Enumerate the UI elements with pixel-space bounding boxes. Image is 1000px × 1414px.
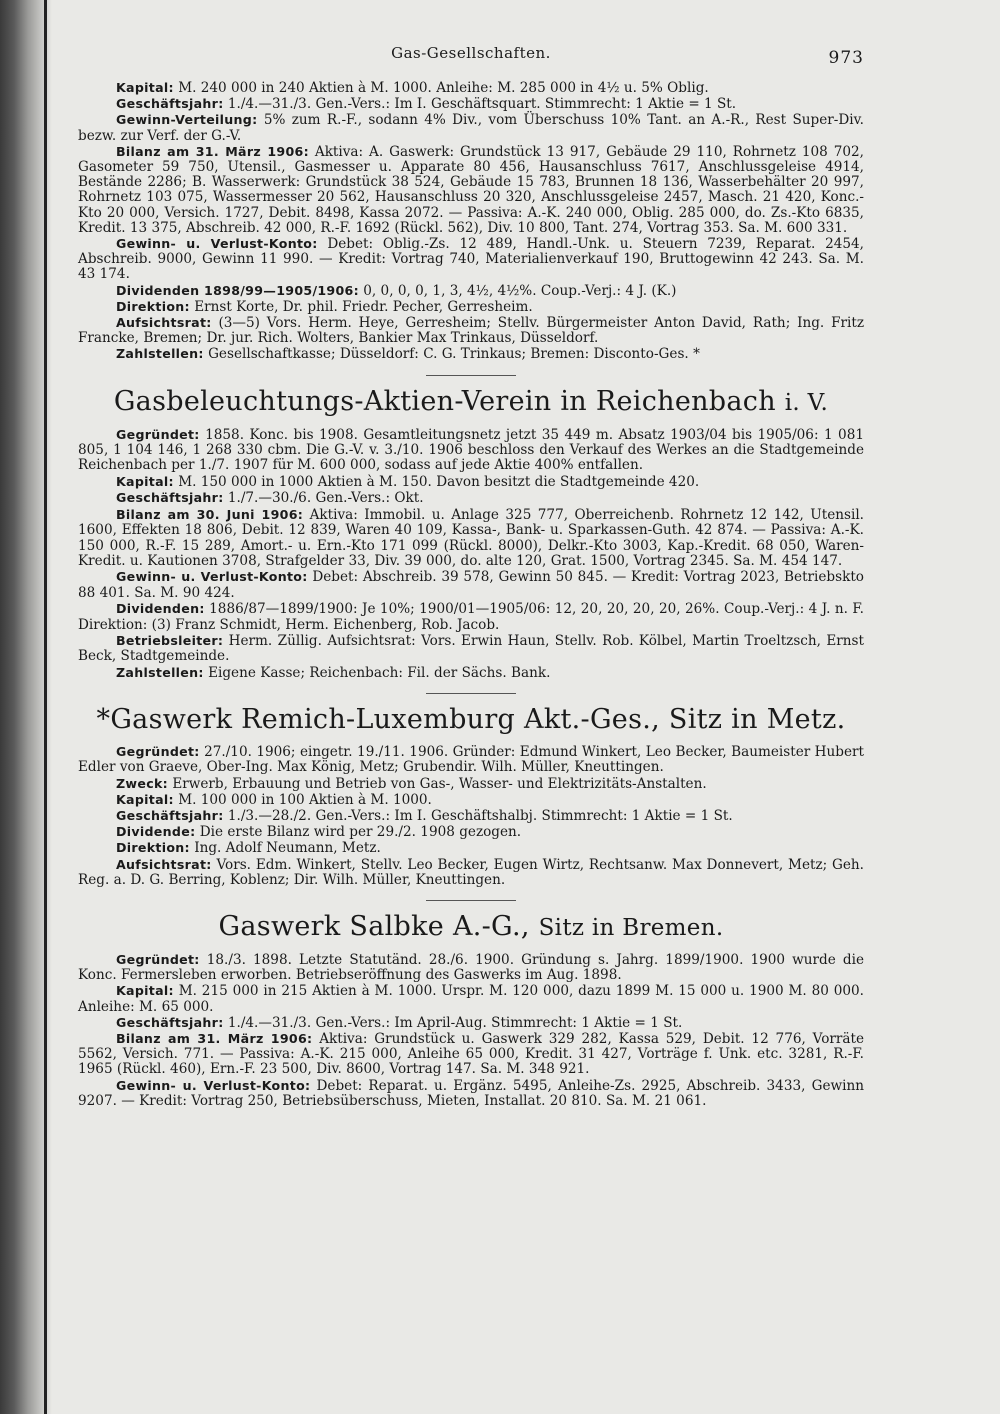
entry-paragraph [78, 744, 864, 775]
field-text: Aktiva: Grundstück u. Gaswerk 329 282, Kassa 529, Debit. 12 776, Vorräte 5562, Versich. 771. — Passiva: A.-K. 215 000, Anleihe 65 000, Kredit. 31 427, Vorträge f. Unk. etc. 3281, R.-F. 1965 (Rückl. 460), Ern.-F. 23 500, Div. 8600, Vortrag 147. Sa. M. 348 921. [78, 1031, 864, 1078]
entry-paragraph [78, 490, 864, 506]
entry-paragraph [78, 601, 864, 633]
entry-remich-luxemburg [78, 704, 864, 888]
field-text: Ing. Adolf Neumann, Metz. [194, 840, 381, 857]
field-label: Direktion: [116, 298, 190, 314]
entry-paragraph [78, 346, 864, 362]
field-label: Aufsichtsrat: [116, 315, 212, 331]
field-text: 1./7.—30./6. Gen.-Vers.: Okt. [227, 490, 424, 507]
field-text: M. 240 000 in 240 Aktien à M. 1000. Anleihe: M. 285 000 in 4½ u. 5% Oblig. [178, 80, 709, 96]
field-label: Gegründet: [116, 744, 200, 760]
field-label: Geschäftsjahr: [116, 1014, 224, 1030]
field-label: Geschäftsjahr: [116, 96, 224, 112]
company-title [78, 911, 864, 944]
entry-salbke [78, 911, 864, 1109]
field-label: Kapital: [116, 983, 174, 999]
entry-paragraph [78, 1078, 864, 1109]
entry-paragraph [78, 792, 864, 808]
field-text: 1./3.—28./2. Gen.-Vers.: Im I. Geschäftshalbj. Stimmrecht: 1 Aktie = 1 St. [227, 807, 733, 824]
field-label: Dividenden 1898/99—1905/1906: [116, 282, 359, 298]
entry-paragraph [78, 80, 864, 96]
entry-paragraph [78, 1031, 864, 1078]
field-text: M. 150 000 in 1000 Aktien à M. 150. Davon besitzt die Stadtgemeinde 420. [178, 473, 700, 490]
company-title [78, 386, 864, 419]
page-number: 973 [828, 48, 864, 68]
field-label: Zweck: [116, 775, 168, 791]
entry-paragraph [78, 299, 864, 315]
field-label: Kapital: [116, 791, 174, 807]
field-label: Dividende: [116, 824, 196, 840]
field-label: Zahlstellen: [116, 664, 204, 680]
company-title [78, 704, 864, 736]
field-label: Gewinn- u. Verlust-Konto: [116, 569, 308, 585]
company-name-suffix: i. V. [784, 389, 829, 416]
entry-paragraph [78, 283, 864, 299]
entry-paragraph [78, 840, 864, 856]
field-text: 1./4.—31./3. Gen.-Vers.: Im I. Geschäftsquart. Stimmrecht: 1 Aktie = 1 St. [227, 96, 737, 113]
field-label: Bilanz am 30. Juni 1906: [116, 506, 304, 522]
field-text: 1858. Konc. bis 1908. Gesamtleitungsnetz jetzt 35 449 m. Absatz 1903/04 bis 1905/06: 1 081 805, 1 104 146, 1 268 330 cbm. Die G.-V. v. 3./10. 1906 beschloss den Verkauf des Werkes an die Stadtgemeinde Reichenbach per 1./7. 1907 für M. 600 000, sodass auf jede Aktie 400% entfallen. [78, 426, 864, 474]
field-label: Geschäftsjahr: [116, 807, 224, 823]
field-text: 1886/87—1899/1900: Je 10%; 1900/01—1905/06: 12, 20, 20, 20, 20, 26%. Coup.-Verj.: 4 J. n. F. Direktion: (3) Franz Schmidt, Herm. Eichenberg, Rob. Jacob. [78, 601, 865, 633]
entry-paragraph [78, 569, 864, 601]
field-text: Aktiva: A. Gaswerk: Grundstück 13 917, Gebäude 29 110, Rohrnetz 108 702, Gasometer 59 750, Utensil., Gasmesser u. Apparate 80 456, Hausanschluss 7617, Anschlussgeleise 4914, Bestände 2286; B. Wasserwerk: Grundstück 38 524, Gebäude 15 783, Brunnen 18 136, Wasserbehälter 20 997, Rohrnetz 103 075, Wassermesser 20 562, Hausanschluss 20 320, Anschlussgeleise 2457, Masch. 21 420, Konc.-Kto 20 000, Versich. 1727, Debit. 8498, Kassa 2072. — Passiva: A.-K. 240 000, Oblig. 285 000, do. Zs.-Kto 6835, Kredit. 13 375, Abschreib. 42 000, R.-F. 1692 (Rückl. 562), Div. 10 800, Tant. 274, Vortrag 353. Sa. M. 600 331. [78, 143, 864, 236]
field-text: M. 215 000 in 215 Aktien à M. 1000. Urspr. M. 120 000, dazu 1899 M. 15 000 u. 1900 M. 80 000. Anleihe: M. 65 000. [78, 983, 864, 1015]
field-text: Debet: Oblig.-Zs. 12 489, Handl.-Unk. u. Steuern 7239, Reparat. 2454, Abschreib. 9000, Gewinn 11 990. — Kredit: Vortrag 740, Materialienverkauf 190, Bruttogewinn 42 243. Sa. M. 43 174. [78, 236, 864, 283]
company-name: Gaswerk Salbke A.-G., [218, 910, 530, 942]
field-label: Direktion: [116, 840, 190, 856]
entry-paragraph [78, 96, 864, 112]
field-label: Gewinn- u. Verlust-Konto: [116, 1077, 311, 1093]
entry-paragraph [78, 474, 864, 490]
field-text: 0, 0, 0, 0, 1, 3, 4½, 4½%. Coup.-Verj.: 4 J. (K.) [363, 282, 677, 299]
field-text: Debet: Reparat. u. Ergänz. 5495, Anleihe-Zs. 2925, Abschreib. 3433, Gewinn 9207. — Kredit: Vortrag 250, Betriebsüberschuss, Mieten, Installat. 20 810. Sa. M. 21 061. [78, 1077, 864, 1109]
entry-continuation [78, 80, 864, 363]
field-text: Gesellschaftkasse; Düsseldorf: C. G. Trinkaus; Bremen: Disconto-Ges. * [208, 346, 700, 363]
field-label: Bilanz am 31. März 1906: [116, 1031, 313, 1046]
entry-paragraph [78, 633, 864, 665]
field-label: Gegründet: [116, 426, 200, 442]
running-head [78, 44, 864, 74]
entry-paragraph [78, 808, 864, 824]
entry-paragraph [78, 236, 864, 283]
entry-paragraph [78, 776, 864, 792]
field-text: 1./4.—31./3. Gen.-Vers.: Im April-Aug. Stimmrecht: 1 Aktie = 1 St. [227, 1014, 683, 1031]
separator-rule [426, 693, 516, 694]
entry-paragraph [78, 857, 864, 888]
separator-rule [426, 900, 516, 901]
entry-reichenbach [78, 386, 864, 682]
company-name-suffix: Sitz in Bremen. [538, 914, 724, 941]
company-name: Gasbeleuchtungs-Aktien-Verein in Reichenbach [113, 385, 776, 417]
field-text: 27./10. 1906; eingetr. 19./11. 1906. Gründer: Edmund Winkert, Leo Becker, Baumeister Hubert Edler von Graeve, Ober-Ing. Max König, Metz; Grubendir. Wilh. Müller, Kneuttingen. [78, 744, 864, 776]
field-text: Eigene Kasse; Reichenbach: Fil. der Sächs. Bank. [208, 664, 551, 681]
field-label: Zahlstellen: [116, 346, 204, 362]
entry-paragraph [78, 1015, 864, 1031]
field-text: Erwerb, Erbauung und Betrieb von Gas-, Wasser- und Elektrizitäts-Anstalten. [172, 775, 707, 792]
field-text: Aktiva: Immobil. u. Anlage 325 777, Oberreichenb. Rohrnetz 12 142, Utensil. 1600, Effekten 18 806, Debit. 12 839, Waren 40 109, Kassa-, Bank- u. Sparkassen-Guth. 42 874. — Passiva: A.-K. 150 000, R.-F. 15 289, Amort.- u. Ern.-Kto 171 099 (Rückl. 8000), Delkr.-Kto 3003, Kap.-Kredit. 68 050, Waren-Kredit. u. Kautionen 3708, Strafgelder 33, Div. 39 000, do. alte 120, Grat. 1500, Vortrag 2345. Sa. M. 454 147. [78, 506, 865, 569]
field-label: Dividenden: [116, 601, 205, 617]
entry-paragraph [78, 507, 864, 570]
field-label: Aufsichtsrat: [116, 856, 212, 872]
field-text: Herm. Züllig. Aufsichtsrat: Vors. Erwin Haun, Stellv. Rob. Kölbel, Martin Troeltzsch, Ernst Beck, Stadtgemeinde. [78, 632, 864, 665]
field-label: Betriebsleiter: [116, 632, 224, 648]
field-label: Geschäftsjahr: [116, 490, 224, 506]
field-text: M. 100 000 in 100 Aktien à M. 1000. [178, 791, 432, 808]
entry-paragraph [78, 112, 864, 143]
entry-paragraph [78, 144, 864, 236]
field-label: Gewinn- u. Verlust-Konto: [116, 236, 318, 252]
field-text: Ernst Korte, Dr. phil. Friedr. Pecher, Gerresheim. [194, 298, 533, 315]
scan-binding-line [44, 0, 47, 1414]
field-text: Debet: Abschreib. 39 578, Gewinn 50 845. — Kredit: Vortrag 2023, Betriebskto 88 401. Sa. M. 90 424. [78, 569, 864, 601]
field-text: 18./3. 1898. Letzte Statutänd. 28./6. 1900. Gründung s. Jahrg. 1899/1900. 1900 wurde die Konc. Fermersleben erworben. Betriebseröffnung des Gaswerks im Aug. 1898. [78, 951, 864, 984]
document-page [78, 44, 864, 1109]
entry-paragraph [78, 952, 864, 983]
entry-paragraph [78, 824, 864, 840]
company-name: *Gaswerk Remich-Luxemburg Akt.-Ges., Sitz in Metz. [96, 704, 846, 736]
field-text: Die erste Bilanz wird per 29./2. 1908 gezogen. [199, 824, 522, 841]
separator-rule [426, 375, 516, 376]
field-label: Gewinn-Verteilung: [116, 112, 258, 128]
field-label: Gegründet: [116, 951, 200, 967]
entry-paragraph [78, 983, 864, 1014]
field-text: 5% zum R.-F., sodann 4% Div., vom Überschuss 10% Tant. an A.-R., Rest Super-Div. bezw. zur Verf. der G.-V. [78, 112, 864, 144]
entry-paragraph [78, 315, 864, 346]
field-label: Bilanz am 31. März 1906: [116, 143, 309, 159]
running-head-title: Gas-Gesellschaften. [391, 44, 551, 62]
field-label: Kapital: [116, 80, 174, 95]
entry-paragraph [78, 665, 864, 681]
field-text: (3—5) Vors. Herm. Heye, Gerresheim; Stellv. Bürgermeister Anton David, Rath; Ing. Fritz Francke, Bremen; Dr. jur. Rich. Wolters, Bankier Max Trinkaus, Düsseldorf. [78, 315, 864, 347]
entry-paragraph [78, 427, 864, 474]
field-text: Vors. Edm. Winkert, Stellv. Leo Becker, Eugen Wirtz, Rechtsanw. Max Donnevert, Metz; Geh. Reg. a. D. G. Berring, Koblenz; Dir. Wilh. Müller, Kneuttingen. [78, 856, 864, 888]
field-label: Kapital: [116, 473, 174, 489]
